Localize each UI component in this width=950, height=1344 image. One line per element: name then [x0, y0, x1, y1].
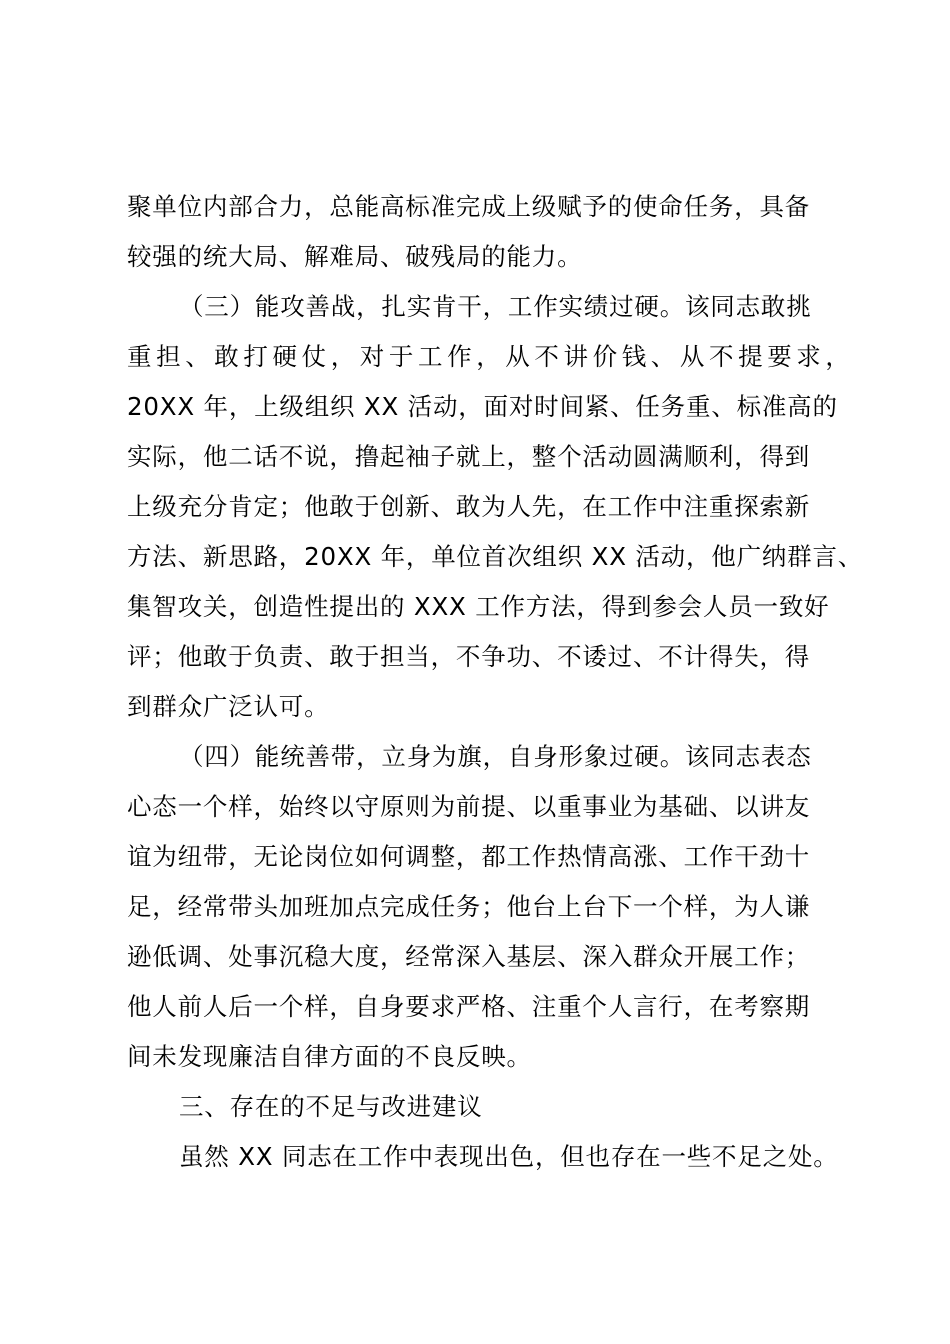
body-text — [127, 182, 867, 1182]
text-line: 聚单位内部合力，总能高标准完成上级赋予的使命任务，具备 — [127, 192, 811, 221]
text-line: 集智攻关，创造性提出的 XXX 工作方法，得到参会人员一致好 — [127, 592, 830, 621]
text-line: 实际，他二话不说，撸起袖子就上，整个活动圆满顺利，得到 — [127, 442, 811, 471]
text-line: 到群众广泛认可。 — [127, 692, 330, 721]
text-line: 上级充分肯定；他敢于创新、敢为人先，在工作中注重探索新 — [127, 492, 811, 521]
text-line: 逊低调、处事沉稳大度，经常深入基层、深入群众开展工作； — [127, 942, 811, 971]
text-line: 谊为纽带，无论岗位如何调整，都工作热情高涨、工作干劲十 — [127, 842, 811, 871]
text-line: 较强的统大局、解难局、破残局的能力。 — [127, 242, 583, 271]
text-line: 间未发现廉洁自律方面的不良反映。 — [127, 1042, 532, 1071]
text-line: 他人前人后一个样，自身要求严格、注重个人言行，在考察期 — [127, 992, 811, 1021]
section-heading-3: （三）能攻善战，扎实肯干，工作实绩过硬。该同志敢挑 — [179, 292, 812, 321]
text-line: 评；他敢于负责、敢于担当，不争功、不诿过、不计得失，得 — [127, 642, 811, 671]
text-line: 心态一个样，始终以守原则为前提、以重事业为基础、以讲友 — [127, 792, 811, 821]
text-line: 方法、新思路，20XX 年，单位首次组织 XX 活动，他广纳群言、 — [127, 542, 864, 571]
section-heading-4: （四）能统善带，立身为旗，自身形象过硬。该同志表态 — [179, 742, 812, 771]
text-line: 虽然 XX 同志在工作中表现出色，但也存在一些不足之处。 — [179, 1142, 839, 1171]
text-line: 20XX 年，上级组织 XX 活动，面对时间紧、任务重、标准高的 — [127, 392, 838, 421]
text-line: 足，经常带头加班加点完成任务；他台上台下一个样，为人谦 — [127, 892, 811, 921]
chapter-heading: 三、存在的不足与改进建议 — [179, 1092, 483, 1121]
text-line: 重担、敢打硬仗，对于工作，从不讲价钱、从不提要求， — [127, 342, 855, 371]
